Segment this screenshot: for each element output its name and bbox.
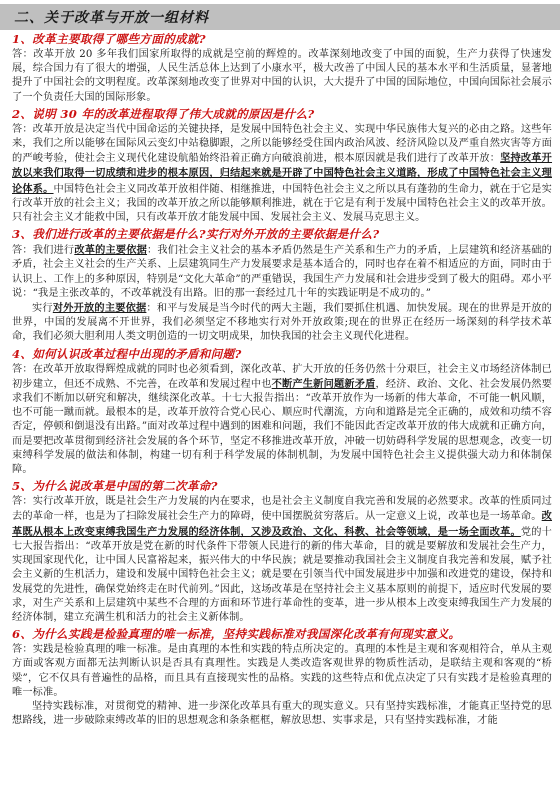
question-4-heading: 4、如何认识改革过程中出现的矛盾和问题? (12, 346, 242, 361)
question-6-heading: 6、为什么实践是检验真理的唯一标准，坚持实践标准对我国深化改革有何现实意义。 (12, 627, 461, 642)
answer-text: 坚持实践标准，对贯彻党的精神、进一步深化改革具有重大的现实意义。只有坚持实践标准，才能真正坚持党的思想路线，进一步破除束缚改革的旧的思想观念和条条框框，解放思想、实事求是，只有坚持实践标准，才能 (12, 700, 552, 727)
answer-1-paragraph (12, 48, 552, 105)
question-1-heading: 1、改革主要取得了哪些方面的成就? (12, 32, 206, 46)
answer-5-paragraph (12, 495, 552, 625)
question-3-heading: 3、我们进行改革的主要依据是什么?实行对外开放的主要依据是什么? (12, 227, 380, 242)
answer-text: 答：改革开放 20 多年我们国家所取得的成就是空前的辉煌的。改革深刻地改变了中国的面貌，生产力获得了快速发展，综合国力有了很大的增强，人民生活总体上达到了小康水平，极大改善了中国人民的基本水平和生活质量，显著地提升了中国社会的文明程度。改革深刻地改变了世界对中国的认识，大大提升了中国的国际地位，中国向国际社会展示了一个负责任大国的国际形象。 (12, 49, 552, 103)
answer-text: ：我们社会主义社会的基本矛盾仍然是生产关系和生产力的矛盾，上层建筑和经济基础的矛盾，社会主义社会的生产关系、上层建筑同生产力发展要求是基本适合的，同时也存在着不相适应的方面，同时由于认识上、工作上的多种原因，特别是“文化大革命”的严重错误，我国生产力发展和社会进步受到了极大的阻碍。邓小平说：“我是主张改革的，不改革就没有出路。旧的那一套经过几十年的实践证明是不成功的。” (12, 245, 552, 299)
answer-emphasis: 对外开放的主要依据 (52, 302, 147, 315)
answer-text: 实行 (32, 303, 53, 315)
question-2-heading: 2、说明 30 年的改革进程取得了伟大成就的原因是什么? (12, 106, 315, 121)
answer-text: 中国特色社会主义同改革开放相伴随、相继推进，中国特色社会主义之所以具有蓬勃的生命力，就在于它是实行改革开放的社会主义；我国的改革开放之所以能够顺利推进，就在于它是有利于发展中国特色社会主义的改革开放。只有社会主义才能救中国，只有改革开放才能发展中国、发展社会主义、发展马克思主义。 (12, 183, 552, 224)
question-5-heading: 5、为什么说改革是中国的第二次革命? (12, 479, 218, 494)
answer-4-paragraph (12, 363, 552, 478)
answer-text: ，经济、政治、文化、社会发展仍然要求我们不断加以研究和解决，继续深化改革。十七大报告指出：“改革开放作为一场新的伟大革命，不可能一帆风顺，也不可能一蹴而就。最根本的是，改革开放符合党心民心、顺应时代潮流，方向和道路是完全正确的，成效和功绩不容否定，停顿和倒退没有出路。”面对改革过程中遇到的困难和问题，我们不能因此否定改革开放的伟大成就和正确方向，而是要把改革贯彻到经济社会发展的各个环节，坚定不移推进改革开放，冲破一切妨碍科学发展的思想观念，改变一切束缚科学发展的做法和体制，构建一切有利于科学发展的体制机制，为发展中国特色社会主义提供强大动力和体制保障。 (12, 378, 553, 476)
answer-text: 答：我们进行 (12, 245, 75, 257)
answer-emphasis: 坚持改革开放以来我们取得一切成绩和进步的根本原因，归结起来就是开辟了中国特色社会主义道路，形成了中国特色社会主义理论体系。 (12, 152, 553, 195)
answer-emphasis: 改革的主要依据 (74, 244, 148, 257)
answer-3-paragraph-1 (12, 243, 552, 301)
answer-text: ：和平与发展是当今时代的两大主题，我们要抓住机遇、加快发展。现在的世界是开放的世界，中国的发展离不开世界，我们必须坚定不移地实行对外开放政策;现在的世界正在经历一场深刻的科学技术革命，我们必须大胆利用人类文明创造的一切文明成果，加快我国的社会主义现代化进程。 (12, 303, 552, 343)
answer-6-paragraph-2 (12, 700, 552, 728)
answer-emphasis: 改革既从根本上改变束缚我国生产力发展的经济体制，又涉及政治、文化、科教、社会等领域，是一场全面改革。 (12, 510, 552, 538)
answer-text: 答：实践是检验真理的唯一标准。是由真理的本性和实践的特点所决定的。真理的本性是主观和客观相符合，单从主观方面或客观方面都无法判断认识是否具有真理性。实践是人类改造客观世界的物质性活动，是联结主观和客观的“桥梁”，它不仅具有普遍性的品格，而且具有直接现实性的品格。实践的这些特点和优点决定了只有实践才是检验真理的唯一标准。 (12, 644, 552, 698)
title-bar (0, 4, 560, 30)
answer-emphasis: 不断产生新问题新矛盾 (271, 377, 376, 390)
answer-text: 答：实行改革开放，既是社会生产力发展的内在要求，也是社会主义制度自我完善和发展的必然要求。改革的性质同过去的革命一样，也是为了扫除发展社会生产力的障碍，使中国摆脱贫穷落后。从一定意义上说，改革也是一场革命。 (12, 496, 552, 523)
answer-text: 答：在改革开放取得辉煌成就的同时也必须看到，深化改革、扩大开放的任务仍然十分艰巨，社会主义市场经济体制已初步建立，但还不成熟、不完善，在改革和发展过程中也 (12, 363, 552, 390)
answer-text: 党的十七大报告指出：“改革开放是党在新的时代条件下带领人民进行的新的伟大革命，目的就是要解放和发展社会生产力，实现国家现代化，让中国人民富裕起来，振兴伟大的中华民族；就是要推动我国社会主义制度自我完善和发展，赋予社会主义新的生机活力，建设和发展中国特色社会主义；就是要在引领当代中国发展进步中加强和改进党的建设，保持和发展党的先进性，确保党始终走在时代前列。”因此，这场改革是在坚持社会主义基本原则的前提下，适应时代发展的要求，对生产关系和上层建筑中某些不合理的方面和环节进行革命性的变革，进一步从根本上改变束缚我国生产力发展的经济体制，建立充满生机和活力的社会主义新体制。 (12, 526, 552, 623)
answer-text: 答：改革开放是决定当代中国命运的关键抉择，是发展中国特色社会主义、实现中华民族伟大复兴的必由之路。这些年来，我们之所以能够在国际风云变幻中站稳脚跟，之所以能够经受住国内政治风波、经济风险以及严重自然灾害等方面的严峻考验，使社会主义现代化建设航船始终沿着正确方向破浪前进，根本原因就是我们进行了改革开放： (12, 123, 552, 165)
document-title: 二、关于改革与开放一组材料 (14, 10, 209, 26)
answer-2-paragraph (12, 123, 552, 225)
answer-3-paragraph-2 (12, 301, 552, 345)
answer-6-paragraph-1 (12, 643, 552, 700)
